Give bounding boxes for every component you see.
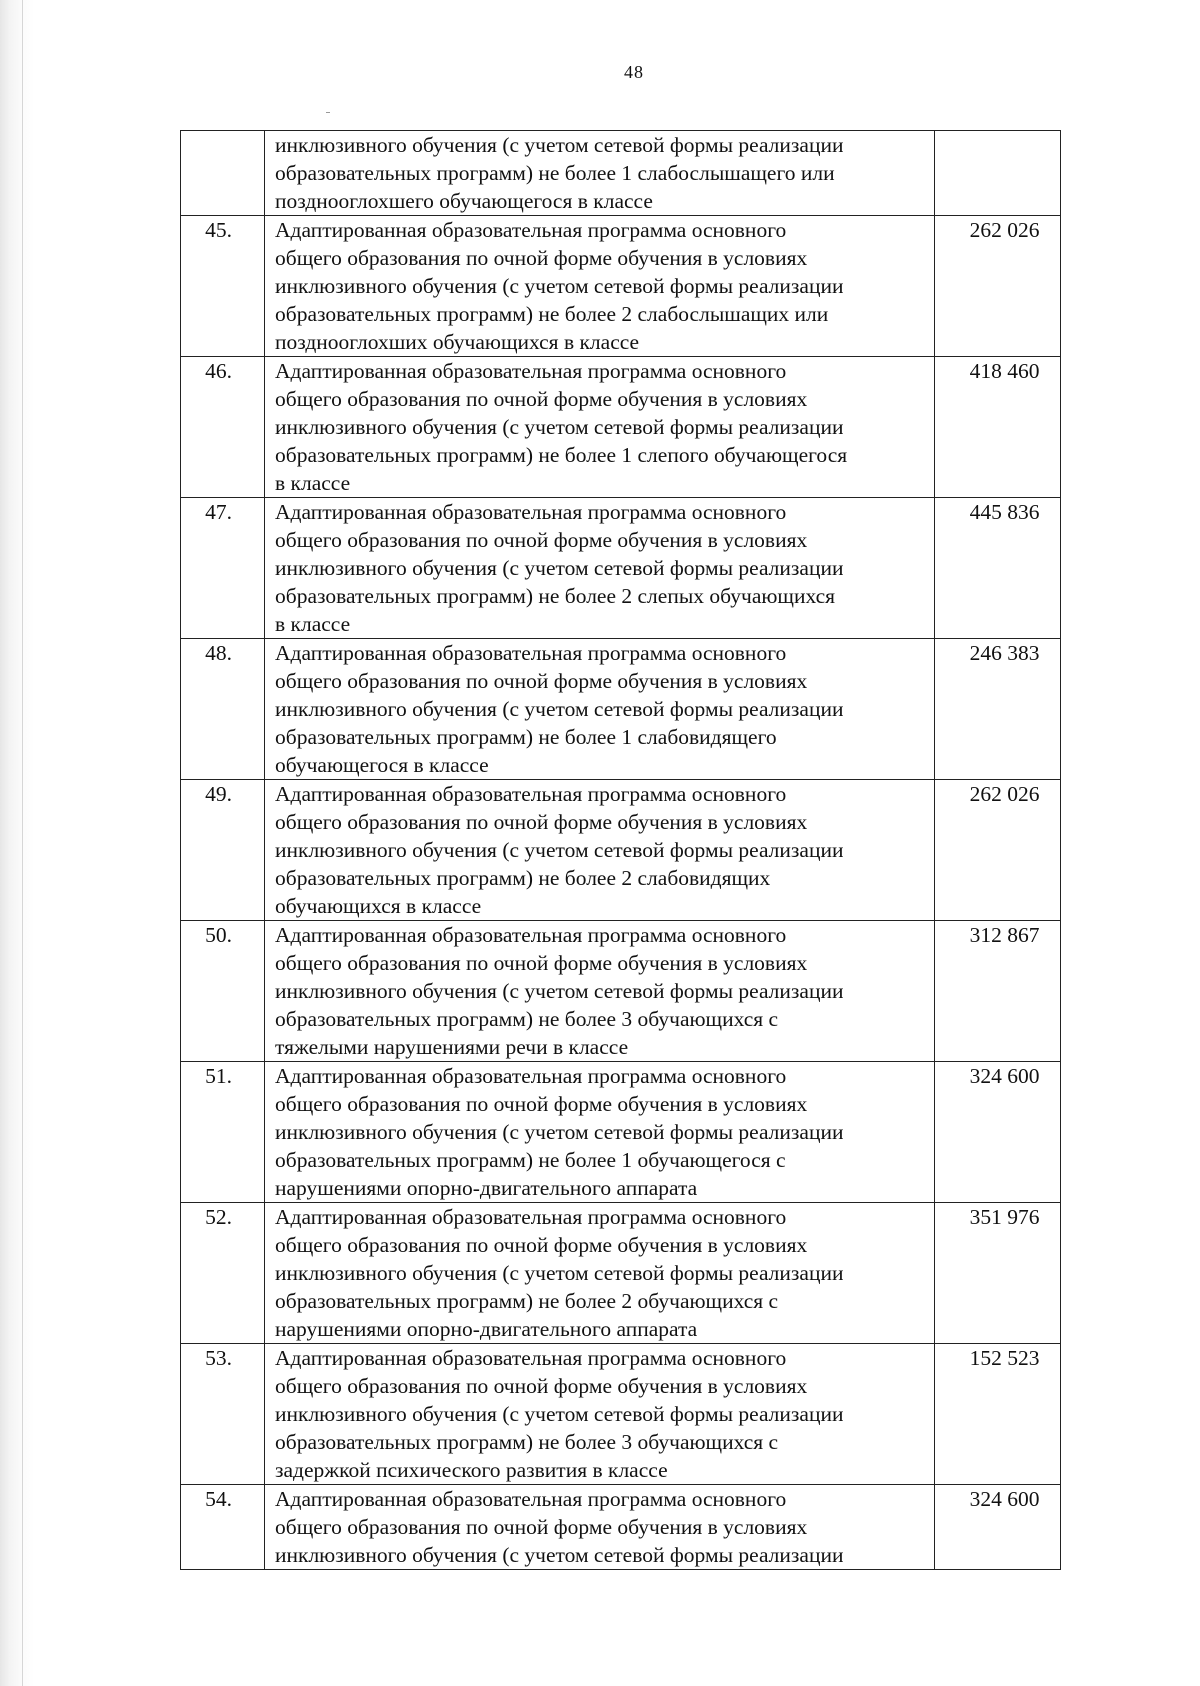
description-line: инклюзивного обучения (с учетом сетевой формы реализации bbox=[275, 1543, 844, 1567]
table-row bbox=[181, 1344, 1061, 1485]
description-line: образовательных программ) не более 2 слепых обучающихся bbox=[275, 584, 836, 608]
description-line: Адаптированная образовательная программа основного bbox=[275, 218, 787, 242]
description-line: Адаптированная образовательная программа основного bbox=[275, 359, 787, 383]
description-line: общего образования по очной форме обучения в условиях bbox=[275, 246, 808, 270]
cost-value-cell: 324 600 bbox=[935, 1485, 1061, 1570]
description-line: нарушениями опорно-двигательного аппарата bbox=[275, 1176, 698, 1200]
row-number-cell: 49. bbox=[181, 780, 265, 921]
description-line: инклюзивного обучения (с учетом сетевой формы реализации bbox=[275, 1120, 844, 1144]
description-line: Адаптированная образовательная программа основного bbox=[275, 641, 787, 665]
description-line: в классе bbox=[275, 471, 351, 495]
row-number-cell: 53. bbox=[181, 1344, 265, 1485]
cost-value-cell: 445 836 bbox=[935, 498, 1061, 639]
description-line: образовательных программ) не более 3 обучающихся с bbox=[275, 1007, 779, 1031]
program-description-cell bbox=[265, 780, 935, 921]
table-row bbox=[181, 216, 1061, 357]
program-description-cell bbox=[265, 921, 935, 1062]
description-line: инклюзивного обучения (с учетом сетевой формы реализации bbox=[275, 1402, 844, 1426]
row-number-cell: 46. bbox=[181, 357, 265, 498]
table-row bbox=[181, 1062, 1061, 1203]
description-line: инклюзивного обучения (с учетом сетевой формы реализации bbox=[275, 697, 844, 721]
description-line: образовательных программ) не более 1 обучающегося с bbox=[275, 1148, 786, 1172]
table-row bbox=[181, 921, 1061, 1062]
description-line: общего образования по очной форме обучения в условиях bbox=[275, 810, 808, 834]
cost-value-cell: 152 523 bbox=[935, 1344, 1061, 1485]
description-line: Адаптированная образовательная программа основного bbox=[275, 1346, 787, 1370]
description-line: инклюзивного обучения (с учетом сетевой формы реализации bbox=[275, 274, 844, 298]
table-row bbox=[181, 1485, 1061, 1570]
description-line: образовательных программ) не более 2 слабовидящих bbox=[275, 866, 771, 890]
scan-edge-shadow bbox=[0, 0, 34, 1686]
description-line: общего образования по очной форме обучения в условиях bbox=[275, 1374, 808, 1398]
description-line: Адаптированная образовательная программа основного bbox=[275, 923, 787, 947]
row-number-cell: 50. bbox=[181, 921, 265, 1062]
description-line: образовательных программ) не более 2 обучающихся с bbox=[275, 1289, 779, 1313]
description-line: образовательных программ) не более 2 слабослышащих или bbox=[275, 302, 829, 326]
program-description-cell bbox=[265, 357, 935, 498]
description-line: инклюзивного обучения (с учетом сетевой формы реализации bbox=[275, 1261, 844, 1285]
description-line: позднооглохшего обучающегося в классе bbox=[275, 189, 653, 213]
cost-value-cell: 262 026 bbox=[935, 216, 1061, 357]
description-line: общего образования по очной форме обучения в условиях bbox=[275, 528, 808, 552]
table-row bbox=[181, 498, 1061, 639]
row-number-cell bbox=[181, 131, 265, 216]
description-line: общего образования по очной форме обучения в условиях bbox=[275, 951, 808, 975]
program-description-cell bbox=[265, 498, 935, 639]
description-line: инклюзивного обучения (с учетом сетевой формы реализации bbox=[275, 415, 844, 439]
table-row bbox=[181, 639, 1061, 780]
description-line: Адаптированная образовательная программа основного bbox=[275, 1487, 787, 1511]
description-line: общего образования по очной форме обучения в условиях bbox=[275, 1092, 808, 1116]
description-line: обучающихся в классе bbox=[275, 894, 482, 918]
description-line: образовательных программ) не более 1 слепого обучающегося bbox=[275, 443, 848, 467]
description-line: инклюзивного обучения (с учетом сетевой формы реализации bbox=[275, 838, 844, 862]
description-line: нарушениями опорно-двигательного аппарата bbox=[275, 1317, 698, 1341]
cost-value-cell: 246 383 bbox=[935, 639, 1061, 780]
description-line: общего образования по очной форме обучения в условиях bbox=[275, 387, 808, 411]
program-description-cell bbox=[265, 131, 935, 216]
row-number-cell: 54. bbox=[181, 1485, 265, 1570]
program-description-cell bbox=[265, 216, 935, 357]
row-number-cell: 52. bbox=[181, 1203, 265, 1344]
description-line: в классе bbox=[275, 612, 351, 636]
row-number-cell: 51. bbox=[181, 1062, 265, 1203]
description-line: инклюзивного обучения (с учетом сетевой формы реализации bbox=[275, 133, 844, 157]
cost-value-cell: 351 976 bbox=[935, 1203, 1061, 1344]
description-line: позднооглохших обучающихся в классе bbox=[275, 330, 640, 354]
program-cost-table-body bbox=[181, 131, 1061, 1570]
description-line: образовательных программ) не более 3 обучающихся с bbox=[275, 1430, 779, 1454]
program-description-cell bbox=[265, 1203, 935, 1344]
scan-mark bbox=[326, 112, 330, 113]
page-number: 48 bbox=[624, 62, 644, 82]
cost-value-cell: 324 600 bbox=[935, 1062, 1061, 1203]
row-number-cell: 45. bbox=[181, 216, 265, 357]
program-cost-table bbox=[180, 130, 1061, 1570]
cost-value-cell: 418 460 bbox=[935, 357, 1061, 498]
description-line: инклюзивного обучения (с учетом сетевой формы реализации bbox=[275, 556, 844, 580]
description-line: Адаптированная образовательная программа основного bbox=[275, 500, 787, 524]
table-row bbox=[181, 357, 1061, 498]
row-number-cell: 47. bbox=[181, 498, 265, 639]
description-line: обучающегося в классе bbox=[275, 753, 489, 777]
description-line: общего образования по очной форме обучения в условиях bbox=[275, 1233, 808, 1257]
description-line: Адаптированная образовательная программа основного bbox=[275, 1205, 787, 1229]
program-description-cell bbox=[265, 639, 935, 780]
program-description-cell bbox=[265, 1344, 935, 1485]
cost-value-cell bbox=[935, 131, 1061, 216]
description-line: общего образования по очной форме обучения в условиях bbox=[275, 1515, 808, 1539]
scan-edge-line bbox=[22, 0, 23, 1686]
program-description-cell bbox=[265, 1485, 935, 1570]
description-line: Адаптированная образовательная программа основного bbox=[275, 782, 787, 806]
table-row bbox=[181, 1203, 1061, 1344]
row-number-cell: 48. bbox=[181, 639, 265, 780]
cost-value-cell: 312 867 bbox=[935, 921, 1061, 1062]
cost-value-cell: 262 026 bbox=[935, 780, 1061, 921]
description-line: образовательных программ) не более 1 слабовидящего bbox=[275, 725, 777, 749]
description-line: общего образования по очной форме обучения в условиях bbox=[275, 669, 808, 693]
description-line: тяжелыми нарушениями речи в классе bbox=[275, 1035, 629, 1059]
description-line: образовательных программ) не более 1 слабослышащего или bbox=[275, 161, 835, 185]
table-row bbox=[181, 131, 1061, 216]
program-description-cell bbox=[265, 1062, 935, 1203]
table-row bbox=[181, 780, 1061, 921]
description-line: Адаптированная образовательная программа основного bbox=[275, 1064, 787, 1088]
description-line: инклюзивного обучения (с учетом сетевой формы реализации bbox=[275, 979, 844, 1003]
description-line: задержкой психического развития в классе bbox=[275, 1458, 668, 1482]
